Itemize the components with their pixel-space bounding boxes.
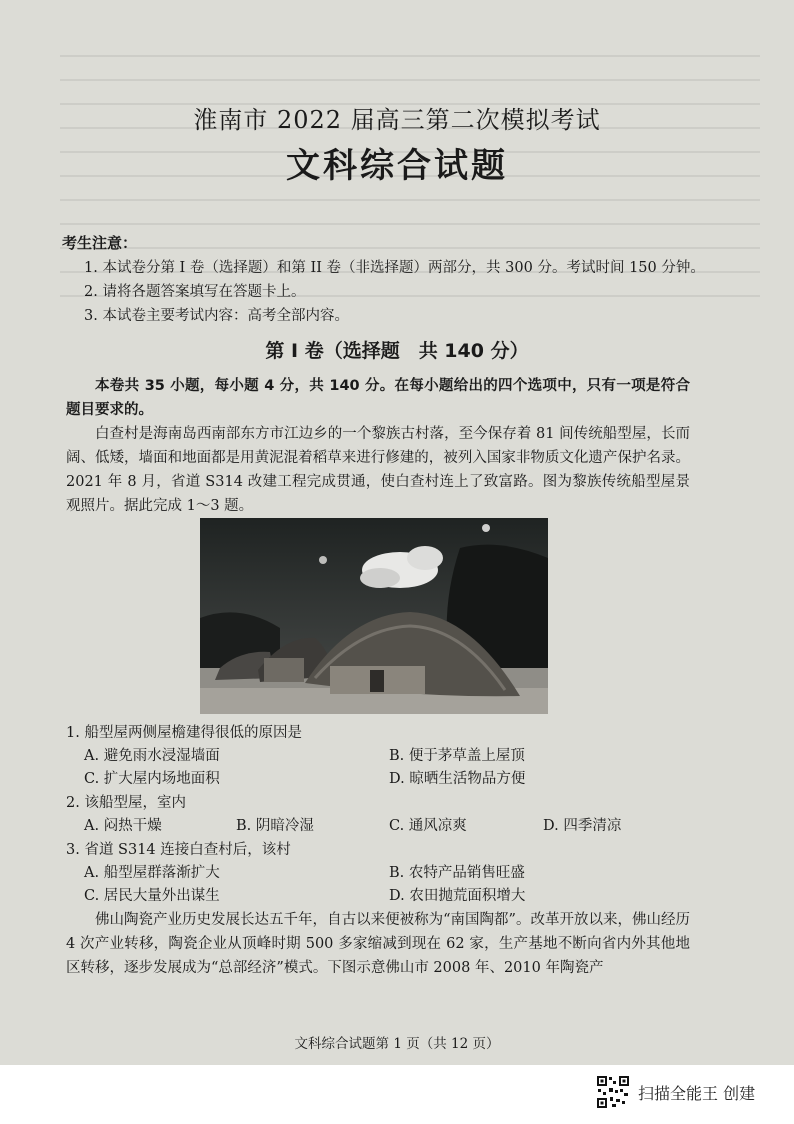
reading-passage-2: 佛山陶瓷产业历史发展长达五千年，自古以来便被称为“南国陶都”。改革开放以来，佛山经历 4 次产业转移，陶瓷企业从顶峰时期 500 多家缩减到现在 62 家，生产基地不断向省内外其他地区转移，逐步发展成为“总部经济”模式。下图示意佛山市 2008 年、2010 年陶瓷产 [66, 912, 690, 976]
notice-item: 3. 本试卷主要考试内容：高考全部内容。 [84, 308, 349, 324]
boat-house-illustration [200, 518, 548, 714]
question-1-stem: 1. 船型屋两侧屋檐建得很低的原因是 [66, 725, 302, 741]
question-1-option-c: C. 扩大屋内场地面积 [84, 771, 220, 787]
question-3-option-c: C. 居民大量外出谋生 [84, 888, 220, 904]
question-3-option-d: D. 农田抛荒面积增大 [389, 888, 526, 904]
question-3-option-a: A. 船型屋群落渐扩大 [84, 865, 220, 881]
section-instructions: 本卷共 35 小题，每小题 4 分，共 140 分。在每小题给出的四个选项中，只有一项是符合题目要求的。 [66, 378, 690, 418]
notice-list [84, 256, 764, 328]
qr-code-icon [596, 1075, 630, 1109]
question-1-option-b: B. 便于茅草盖上屋顶 [389, 748, 525, 764]
scanner-watermark [596, 1074, 755, 1110]
notice-heading: 考生注意： [62, 234, 138, 252]
section-title: 第 I 卷（选择题 共 140 分） [265, 340, 529, 362]
question-1-option-a: A. 避免雨水浸湿墙面 [84, 748, 220, 764]
reading-passage: 白查村是海南岛西南部东方市江边乡的一个黎族古村落，至今保存着 81 间传统船型屋，长而阔、低矮，墙面和地面都是用黄泥混着稻草来进行修建的，被列入国家非物质文化遗产保护名录。2021 年 8 月，省道 S314 改建工程完成贯通，使白查村连上了致富路。图为黎族传统船型屋景观照片。据此完成 1～3 题。 [66, 426, 690, 514]
page-footer: 文科综合试题第 1 页（共 12 页） [294, 1036, 500, 1052]
question-3-stem: 3. 省道 S314 连接白查村后，该村 [66, 842, 291, 858]
scanner-watermark-text: 扫描全能王 创建 [638, 1083, 756, 1103]
question-1-option-d: D. 晾晒生活物品方便 [389, 771, 526, 787]
boat-house-photo [200, 518, 548, 714]
question-3-option-b: B. 农特产品销售旺盛 [389, 865, 525, 881]
question-2-option-d: D. 四季清凉 [543, 818, 622, 834]
exam-subject-title: 文科综合试题 [286, 146, 508, 186]
notice-item: 2. 请将各题答案填写在答题卡上。 [84, 284, 306, 300]
question-2-stem: 2. 该船型屋，室内 [66, 795, 186, 811]
question-2-option-c: C. 通风凉爽 [389, 818, 467, 834]
notice-item: 1. 本试卷分第 I 卷（选择题）和第 II 卷（非选择题）两部分，共 300 分。考试时间 150 分钟。 [84, 260, 705, 276]
exam-title: 淮南市 2022 届高三第二次模拟考试 [193, 106, 601, 134]
question-2-option-b: B. 阴暗冷湿 [236, 818, 314, 834]
question-2-option-a: A. 闷热干燥 [84, 818, 162, 834]
